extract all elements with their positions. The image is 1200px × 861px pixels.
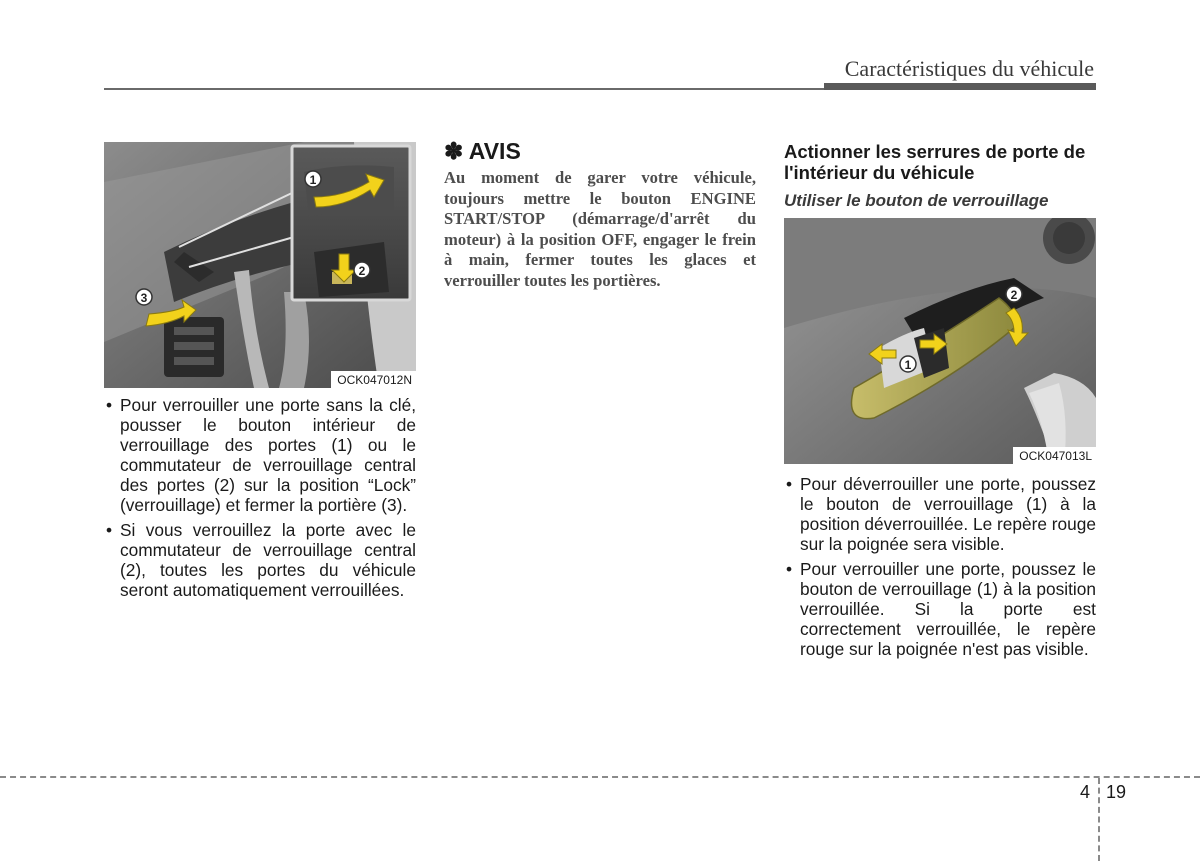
header-title: Caractéristiques du véhicule	[844, 56, 1094, 81]
door-lock-illustration-left	[104, 142, 416, 388]
bullet-list	[104, 395, 416, 600]
door-lock-illustration-right	[784, 218, 1096, 464]
callout-2-label: 2	[358, 264, 366, 278]
footer-divider	[0, 776, 1200, 778]
callout-1-label: 1	[904, 358, 912, 372]
header-rule	[104, 88, 824, 90]
right-column-text	[784, 474, 1096, 664]
figure-code: OCK047013L	[1013, 447, 1096, 464]
page-number: 19	[1106, 782, 1127, 802]
callout-1-label: 1	[309, 173, 317, 187]
list-item: • Pour verrouiller une porte sans la clé, pousser le bouton intérieur de verrouillage des portes (1) ou le commutateur de verrouillage central des portes (2) sur la position “Lock” (verrouillage) et fermer la portière (3).	[104, 395, 416, 515]
list-item: • Pour verrouiller une porte, poussez le bouton de verrouillage (1) à la position verrouillée. Si la porte est correctement verrouillée, le repère rouge sur la poignée n'est pas visible.	[784, 559, 1096, 659]
section-subtitle: Utiliser le bouton de verrouillage	[784, 191, 1049, 210]
avis-heading: ✽ AVIS	[444, 138, 521, 164]
avis-notice-text: Au moment de garer votre véhicule, toujours mettre le bouton ENGINE START/STOP (démarrage/d'arrêt du moteur) à la position OFF, engager le frein à main, fermer toutes les glaces et verrouiller toutes les portières.	[444, 168, 756, 290]
left-column-text	[104, 395, 416, 605]
list-item: • Pour déverrouiller une porte, poussez le bouton de verrouillage (1) à la position déverrouillée. Le repère rouge sur la poignée sera visible.	[784, 474, 1096, 554]
footer-vertical-divider	[1098, 778, 1100, 861]
header-rule-accent	[824, 83, 1096, 90]
callout-2-label: 2	[1010, 288, 1018, 302]
list-item: • Si vous verrouillez la porte avec le commutateur de verrouillage central (2), toutes les portes du véhicule seront automatiquement verrouillées.	[104, 520, 416, 600]
door-handle-drawing	[784, 218, 1096, 464]
door-panel-drawing	[104, 142, 416, 388]
bullet-list	[784, 474, 1096, 659]
section-title: Actionner les serrures de porte de l'intérieur du véhicule	[784, 141, 1086, 183]
chapter-number: 4	[1080, 782, 1091, 802]
figure-code: OCK047012N	[331, 371, 416, 388]
callout-3-label: 3	[140, 291, 148, 305]
